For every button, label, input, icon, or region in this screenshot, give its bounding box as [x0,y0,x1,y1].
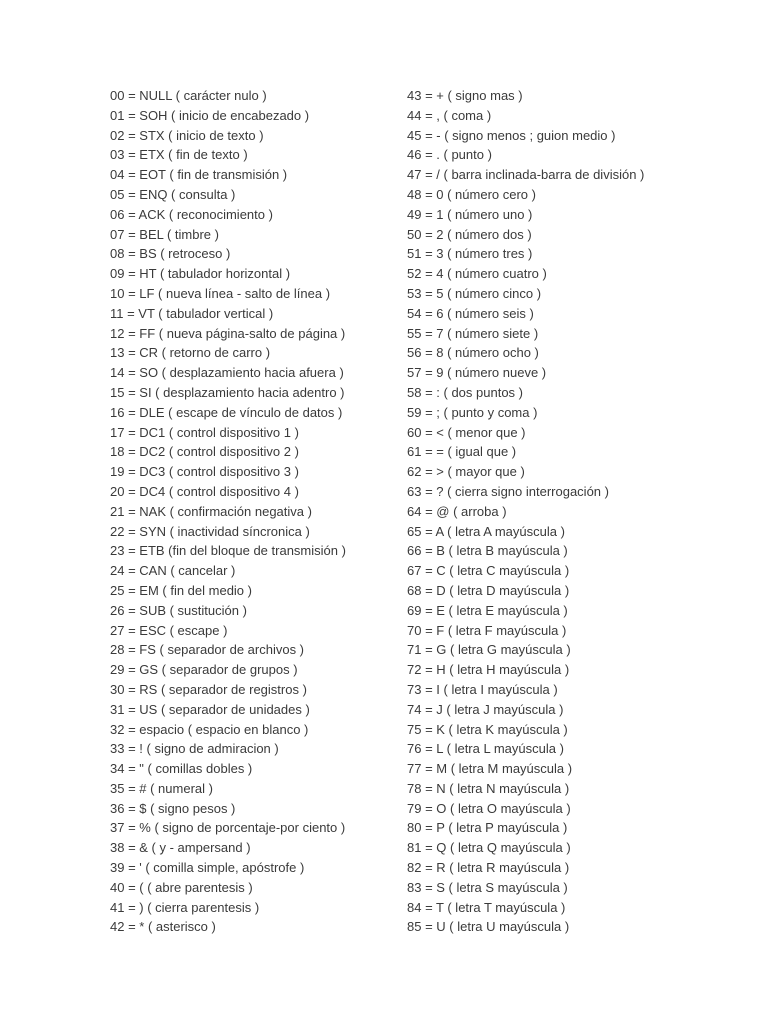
ascii-entry: 18 = DC2 ( control dispositivo 2 ) [110,444,299,460]
ascii-entry: 65 = A ( letra A mayúscula ) [407,523,565,539]
ascii-entry: 10 = LF ( nueva línea - salto de línea ) [110,285,331,301]
ascii-entry: 14 = SO ( desplazamiento hacia afuera ) [110,365,344,381]
ascii-entry: 66 = B ( letra B mayúscula ) [407,543,568,559]
ascii-entry: 25 = EM ( fin del medio ) [110,582,252,598]
ascii-entry: 50 = 2 ( número dos ) [407,226,532,242]
ascii-entry: 77 = M ( letra M mayúscula ) [407,761,573,777]
ascii-entry: 57 = 9 ( número nueve ) [407,365,547,381]
ascii-entry: 06 = ACK ( reconocimiento ) [110,206,273,222]
ascii-entry: 11 = VT ( tabulador vertical ) [110,305,274,321]
ascii-entry: 69 = E ( letra E mayúscula ) [407,602,568,618]
ascii-entry: 64 = @ ( arroba ) [407,503,507,519]
ascii-entry: 73 = I ( letra I mayúscula ) [407,681,558,697]
ascii-entry: 02 = STX ( inicio de texto ) [110,127,264,143]
ascii-entry: 68 = D ( letra D mayúscula ) [407,582,570,598]
ascii-entry: 52 = 4 ( número cuatro ) [407,266,547,282]
ascii-entry: 54 = 6 ( número seis ) [407,305,534,321]
ascii-entry: 28 = FS ( separador de archivos ) [110,642,305,658]
ascii-entry: 80 = P ( letra P mayúscula ) [407,820,568,836]
ascii-entry: 74 = J ( letra J mayúscula ) [407,701,564,717]
ascii-list-right [407,86,747,937]
ascii-entry: 56 = 8 ( número ocho ) [407,345,539,361]
ascii-entry: 29 = GS ( separador de grupos ) [110,662,298,678]
ascii-entry: 72 = H ( letra H mayúscula ) [407,662,570,678]
ascii-entry: 01 = SOH ( inicio de encabezado ) [110,107,310,123]
ascii-entry: 36 = $ ( signo pesos ) [110,800,236,816]
ascii-entry: 26 = SUB ( sustitución ) [110,602,247,618]
ascii-entry: 16 = DLE ( escape de vínculo de datos ) [110,404,343,420]
ascii-entry: 82 = R ( letra R mayúscula ) [407,860,570,876]
ascii-entry: 53 = 5 ( número cinco ) [407,285,542,301]
ascii-entry: 79 = O ( letra O mayúscula ) [407,800,571,816]
ascii-entry: 20 = DC4 ( control dispositivo 4 ) [110,483,299,499]
ascii-entry: 27 = ESC ( escape ) [110,622,228,638]
ascii-entry: 13 = CR ( retorno de carro ) [110,345,271,361]
ascii-entry: 34 = " ( comillas dobles ) [110,761,253,777]
ascii-entry: 47 = / ( barra inclinada-barra de división ) [407,167,645,183]
ascii-list-left [110,86,400,937]
ascii-entry: 55 = 7 ( número siete ) [407,325,539,341]
ascii-entry: 81 = Q ( letra Q mayúscula ) [407,840,571,856]
ascii-entry: 15 = SI ( desplazamiento hacia adentro ) [110,384,345,400]
ascii-entry: 84 = T ( letra T mayúscula ) [407,899,566,915]
ascii-entry: 60 = < ( menor que ) [407,424,526,440]
ascii-entry: 44 = , ( coma ) [407,107,492,123]
ascii-entry: 43 = + ( signo mas ) [407,88,523,103]
ascii-entry: 83 = S ( letra S mayúscula ) [407,879,568,895]
ascii-entry: 41 = ) ( cierra parentesis ) [110,899,260,915]
ascii-entry: 51 = 3 ( número tres ) [407,246,533,262]
ascii-entry: 05 = ENQ ( consulta ) [110,186,236,202]
ascii-entry: 09 = HT ( tabulador horizontal ) [110,266,291,282]
ascii-entry: 12 = FF ( nueva página-salto de página ) [110,325,346,341]
ascii-entry: 21 = NAK ( confirmación negativa ) [110,503,312,519]
ascii-entry: 04 = EOT ( fin de transmisión ) [110,167,288,183]
ascii-entry: 37 = % ( signo de porcentaje-por ciento ) [110,820,346,836]
ascii-entry: 30 = RS ( separador de registros ) [110,681,307,697]
ascii-entry: 39 = ' ( comilla simple, apóstrofe ) [110,860,305,876]
ascii-entry: 46 = . ( punto ) [407,147,492,163]
ascii-entry: 33 = ! ( signo de admiracion ) [110,741,279,757]
ascii-entry: 78 = N ( letra N mayúscula ) [407,780,570,796]
ascii-entry: 32 = espacio ( espacio en blanco ) [110,721,309,737]
ascii-entry: 61 = = ( igual que ) [407,444,517,460]
ascii-entry: 08 = BS ( retroceso ) [110,246,231,262]
ascii-entry: 85 = U ( letra U mayúscula ) [407,919,570,935]
ascii-entry: 58 = : ( dos puntos ) [407,384,523,400]
ascii-entry: 00 = NULL ( carácter nulo ) [110,88,267,103]
ascii-entry: 76 = L ( letra L mayúscula ) [407,741,564,757]
ascii-entry: 17 = DC1 ( control dispositivo 1 ) [110,424,299,440]
ascii-entry: 07 = BEL ( timbre ) [110,226,219,242]
ascii-entry: 40 = ( ( abre parentesis ) [110,879,253,895]
ascii-entry: 45 = - ( signo menos ; guion medio ) [407,127,616,143]
ascii-entry: 31 = US ( separador de unidades ) [110,701,310,717]
ascii-entry: 23 = ETB (fin del bloque de transmisión ) [110,543,346,559]
ascii-entry: 62 = > ( mayor que ) [407,464,525,480]
ascii-entry: 42 = * ( asterisco ) [110,919,216,935]
ascii-entry: 35 = # ( numeral ) [110,780,213,796]
ascii-entry: 59 = ; ( punto y coma ) [407,404,538,420]
ascii-entry: 24 = CAN ( cancelar ) [110,563,236,579]
ascii-entry: 75 = K ( letra K mayúscula ) [407,721,568,737]
ascii-entry: 03 = ETX ( fin de texto ) [110,147,248,163]
ascii-entry: 71 = G ( letra G mayúscula ) [407,642,571,658]
ascii-entry: 48 = 0 ( número cero ) [407,186,536,202]
ascii-entry: 19 = DC3 ( control dispositivo 3 ) [110,464,299,480]
ascii-entry: 38 = & ( y - ampersand ) [110,840,251,856]
ascii-entry: 67 = C ( letra C mayúscula ) [407,563,570,579]
ascii-entry: 22 = SYN ( inactividad síncronica ) [110,523,310,539]
ascii-entry: 63 = ? ( cierra signo interrogación ) [407,483,609,499]
ascii-entry: 70 = F ( letra F mayúscula ) [407,622,567,638]
ascii-entry: 49 = 1 ( número uno ) [407,206,533,222]
